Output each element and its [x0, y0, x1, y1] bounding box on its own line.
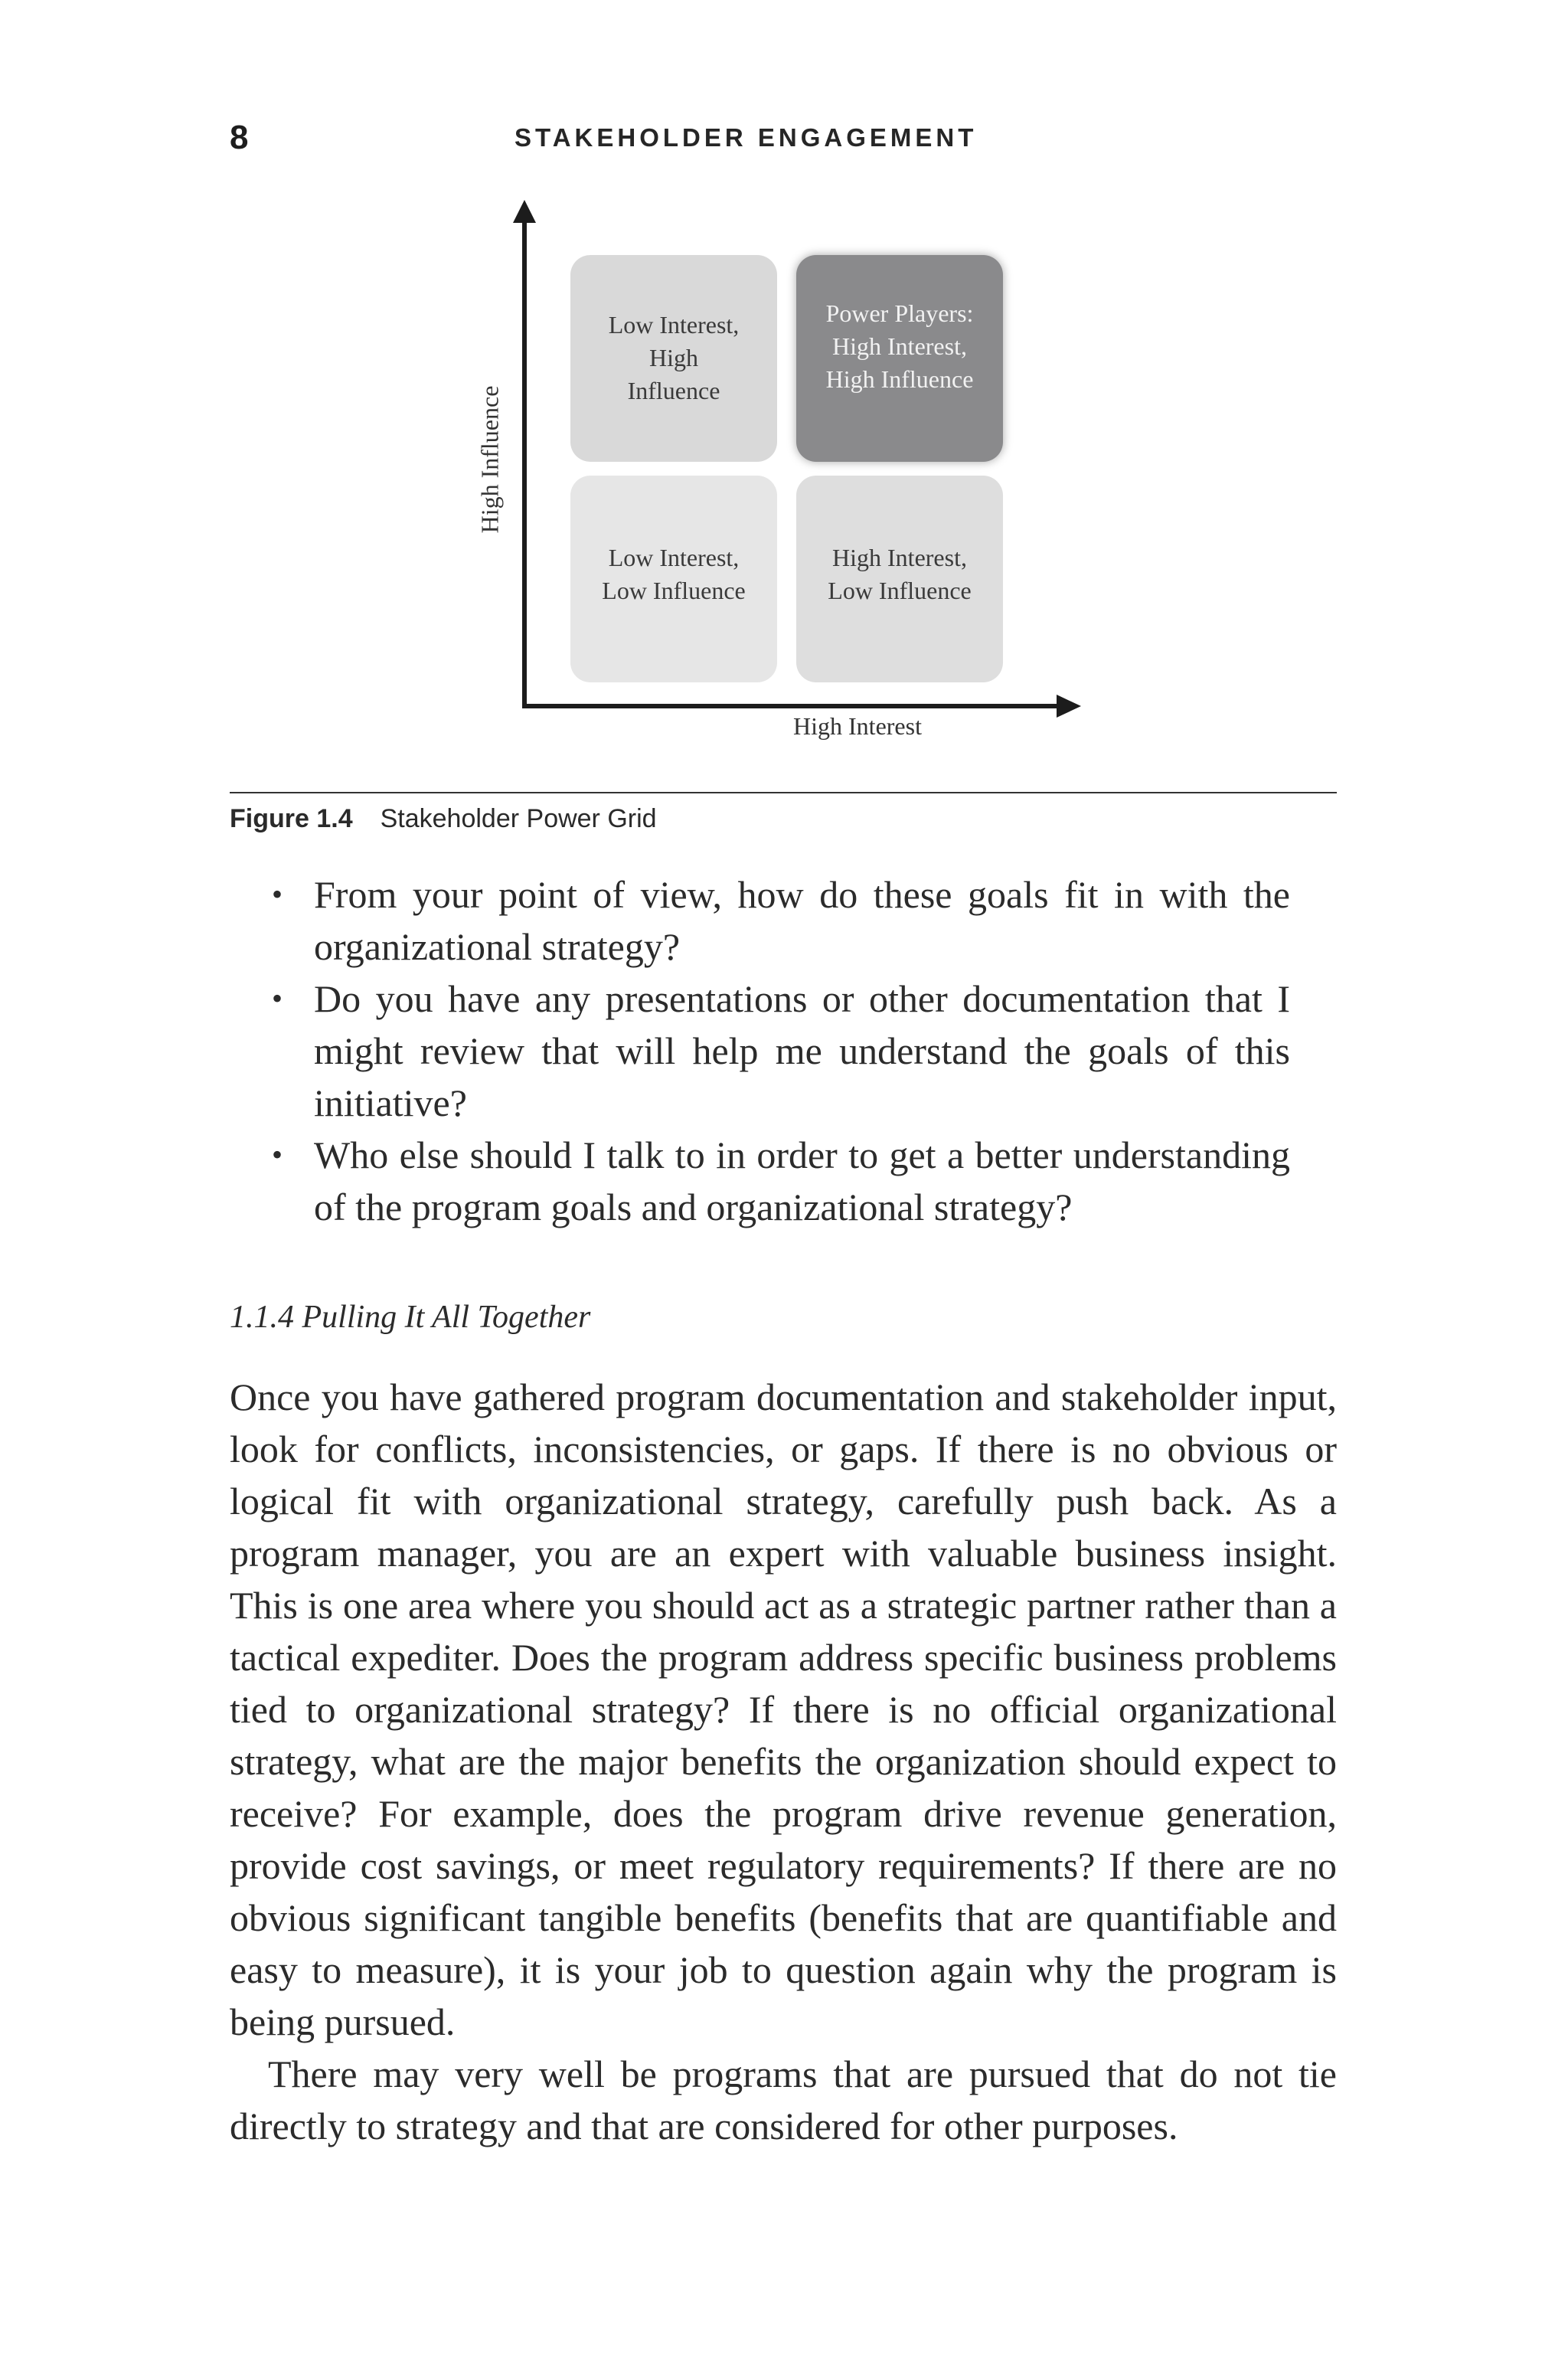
figure-number: Figure 1.4: [230, 804, 353, 833]
quadrant-high-interest-low-influence: [796, 476, 1003, 682]
quadrant-low-interest-low-influence: [570, 476, 777, 682]
question-list: [272, 868, 1290, 1233]
quadrant-label-line: Low Interest,: [608, 544, 740, 571]
quadrant-label-line: High Influence: [825, 365, 974, 393]
paragraph: There may very well be programs that are pursued that do not tie directly to strategy and that are considered for other purposes.: [230, 2052, 1337, 2147]
section-body: [230, 1371, 1337, 2152]
quadrant-low-interest-high-influence: [570, 255, 777, 462]
quadrant-label-line: Low Influence: [828, 577, 972, 604]
figure-caption: [230, 800, 657, 838]
caption-rule: [230, 792, 1337, 793]
figure-title: Stakeholder Power Grid: [380, 804, 657, 833]
stakeholder-power-grid: [452, 195, 1110, 762]
quadrant-label-line: High: [649, 344, 698, 371]
running-head: STAKEHOLDER ENGAGEMENT: [514, 123, 978, 152]
y-axis-arrow-icon: [513, 200, 536, 223]
x-axis-label: High Interest: [793, 712, 922, 740]
quadrant-power-players: [796, 255, 1003, 462]
quadrant-label-line: Influence: [627, 377, 720, 404]
y-axis-line: [522, 218, 527, 708]
quadrant-label-line: Low Influence: [602, 577, 746, 604]
quadrant-label-line: High Interest,: [832, 544, 967, 571]
quadrant-label-line: Power Players:: [825, 299, 974, 327]
list-item: • Who else should I talk to in order to get a better understanding of the program goals and organizational strategy?: [272, 1129, 1290, 1233]
page-number: 8: [230, 119, 249, 156]
paragraph: Once you have gathered program documentation and stakeholder input, look for conflicts, inconsistencies, or gaps. If there is no obvious or logical fit with organizational strategy, carefully push back. As a program manager, you are an expert with valuable business insight. This is one area where you should act as a strategic partner rather than a tactical expediter. Does the program address specific business problems tied to organizational strategy? If there is no official organizational strategy, what are the major benefits the organization should expect to receive? For example, does the program drive revenue generation, provide cost savings, or meet regulatory requirements? If there are no obvious significant tangible benefits (benefits that are quantifiable and easy to measure), it is your job to question again why the program is being pursued.: [230, 1375, 1337, 2043]
y-axis-label: High Influence: [475, 385, 504, 534]
page-header: [230, 115, 1337, 161]
list-item: • From your point of view, how do these goals fit in with the organizational strategy?: [272, 868, 1290, 973]
quadrant-label-line: High Interest,: [832, 332, 967, 360]
list-item: • Do you have any presentations or other documentation that I might review that will help me understand the goals of this initiative?: [272, 973, 1290, 1129]
quadrant-label-line: Low Interest,: [608, 311, 740, 339]
x-axis-line: [522, 704, 1058, 708]
x-axis-arrow-icon: [1057, 695, 1081, 718]
section-heading: 1.1.4 Pulling It All Together: [230, 1300, 591, 1335]
